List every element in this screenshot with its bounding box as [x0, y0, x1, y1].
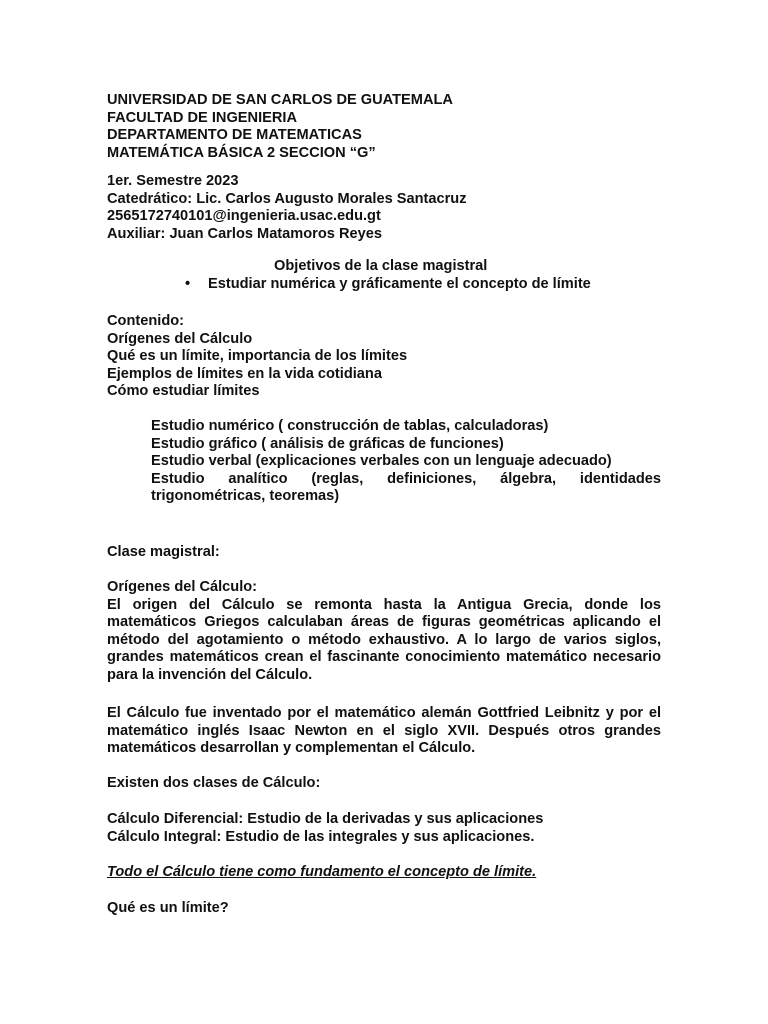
contents-item: Orígenes del Cálculo — [107, 330, 253, 347]
lecture-title: Clase magistral: — [107, 544, 220, 560]
study-item: Estudio numérico ( construcción de tablas, calculadoras) — [151, 418, 549, 434]
origins-paragraph: El origen del Cálculo se remonta hasta la Antigua Grecia, donde los matemáticos Griegos calculaban áreas de figuras geométricas aplicando el método del agotamiento o método exhaustivo. A lo largo de varios siglos, grandes matemáticos crean el fascinante conocimiento matemático necesario para la invención del Cálculo. — [107, 596, 661, 683]
calculus-classes — [107, 811, 661, 846]
invention-text: El Cálculo fue inventado por el matemático alemán Gottfried Leibnitz y por el matemático inglés Isaac Newton en el siglo XVII. Después otros grandes matemáticos desarrollan y complementan el Cálculo. — [107, 705, 661, 756]
contents-item: Qué es un límite, importancia de los límites — [107, 348, 408, 364]
document-header — [107, 92, 661, 162]
study-methods — [151, 418, 661, 506]
objective-text: Estudiar numérica y gráficamente el concepto de límite — [208, 275, 591, 292]
semester: 1er. Semestre 2023 — [107, 173, 239, 189]
origins-title: Orígenes del Cálculo: — [107, 579, 258, 595]
assistant: Auxiliar: Juan Carlos Matamoros Reyes — [107, 225, 382, 242]
objective-item — [107, 276, 661, 294]
study-item: Estudio verbal (explicaciones verbales con un lenguaje adecuado) — [151, 453, 612, 469]
objectives — [107, 258, 661, 293]
professor: Catedrático: Lic. Carlos Augusto Morales Santacruz — [107, 190, 467, 207]
course-info — [107, 173, 661, 243]
study-item-analytic: Estudio analítico (reglas, definiciones, álgebra, identidades — [151, 470, 661, 487]
contents-item: Ejemplos de límites en la vida cotidiana — [107, 365, 382, 382]
department-name: DEPARTAMENTO DE MATEMATICAS — [107, 127, 362, 143]
contents-title: Contenido: — [107, 313, 185, 329]
contents-item: Cómo estudiar límites — [107, 383, 260, 399]
foundation-statement — [107, 864, 661, 882]
objectives-title: Objetivos de la clase magistral — [274, 258, 488, 274]
classes-title: Existen dos clases de Cálculo: — [107, 775, 321, 791]
differential-calculus: Cálculo Diferencial: Estudio de la derivadas y sus aplicaciones — [107, 811, 544, 827]
email: 2565172740101@ingenieria.usac.edu.gt — [107, 208, 381, 224]
bullet-icon: • — [185, 275, 191, 292]
faculty-name: FACULTAD DE INGENIERIA — [107, 109, 297, 126]
integral-calculus: Cálculo Integral: Estudio de las integrales y sus aplicaciones. — [107, 828, 535, 845]
course-name: MATEMÁTICA BÁSICA 2 SECCION “G” — [107, 144, 376, 161]
study-item-analytic-cont: trigonométricas, teoremas) — [151, 488, 340, 504]
foundation-text: Todo el Cálculo tiene como fundamento el concepto de límite. — [107, 864, 537, 880]
limit-question: Qué es un límite? — [107, 900, 229, 916]
invention-paragraph — [107, 705, 661, 758]
origins-section — [107, 579, 661, 684]
contents — [107, 313, 661, 401]
study-item: Estudio gráfico ( análisis de gráficas de funciones) — [151, 435, 504, 452]
university-name: UNIVERSIDAD DE SAN CARLOS DE GUATEMALA — [107, 92, 453, 108]
